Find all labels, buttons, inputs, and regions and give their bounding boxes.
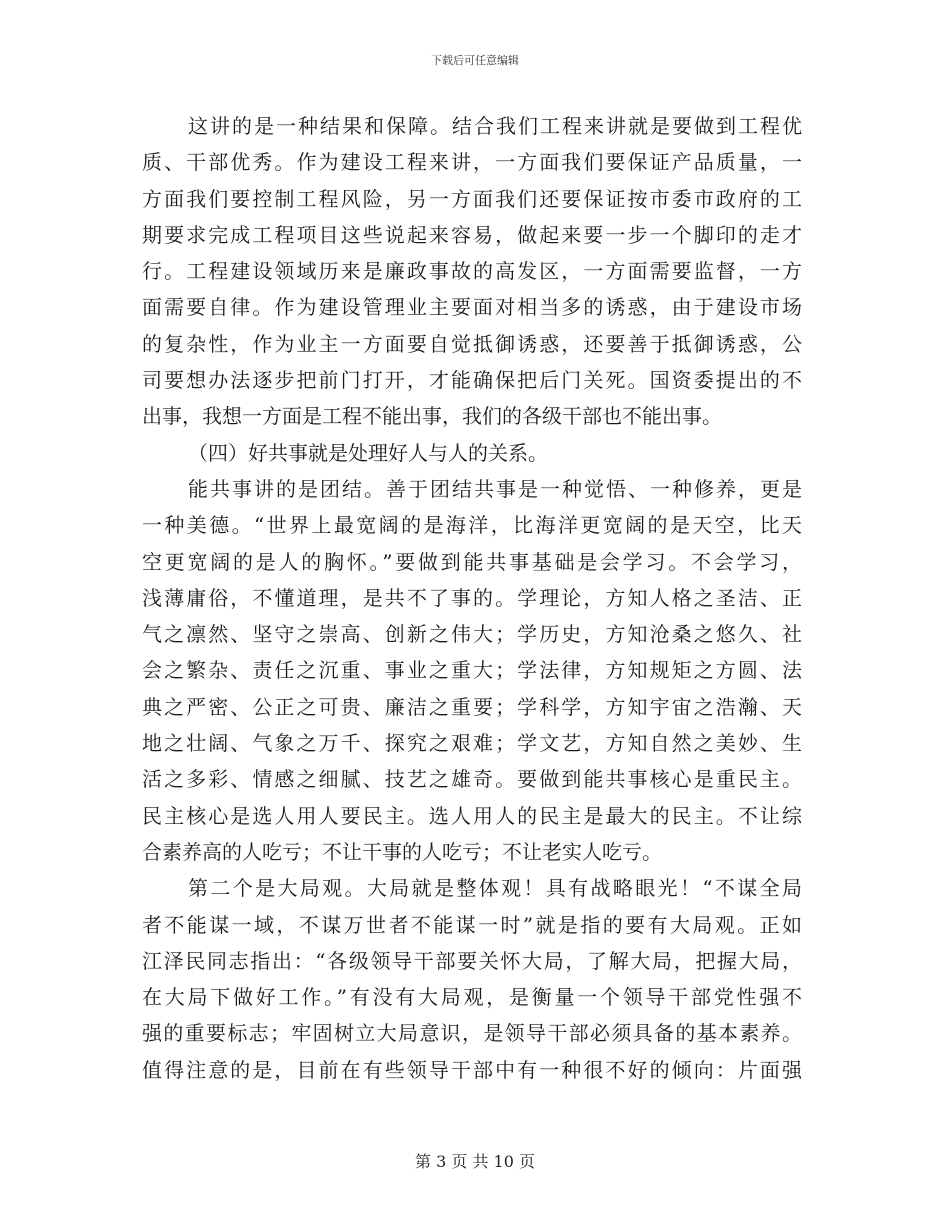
text-line: 气之凛然、坚守之崇高、创新之伟大；学历史，方知沧桑之悠久、社: [142, 622, 802, 647]
text-line: 典之严密、公正之可贵、廉洁之重要；学科学，方知宇宙之浩瀚、天: [142, 694, 802, 719]
page-header: 下载后可任意编辑: [431, 54, 519, 67]
text-line: 江泽民同志指出：“各级领导干部要关怀大局，了解大局，把握大局，: [142, 948, 802, 973]
text-line: 第二个是大局观。大局就是整体观！具有战略眼光！“不谋全局: [188, 876, 802, 901]
text-line: 方面我们要控制工程风险，另一方面我们还要保证按市委市政府的工: [142, 186, 802, 211]
text-line: 空更宽阔的是人的胸怀。”要做到能共事基础是会学习。不会学习，: [142, 549, 802, 574]
text-line: 地之壮阔、气象之万千、探究之艰难；学文艺，方知自然之美妙、生: [142, 731, 802, 756]
text-line: 一种美德。“世界上最宽阔的是海洋，比海洋更宽阔的是天空，比天: [142, 513, 802, 538]
text-line: 出事，我想一方面是工程不能出事，我们的各级干部也不能出事。: [142, 404, 722, 429]
text-line: 在大局下做好工作。”有没有大局观，是衡量一个领导干部党性强不: [142, 985, 802, 1010]
text-line: 面需要自律。作为建设管理业主要面对相当多的诱惑，由于建设市场: [142, 295, 802, 320]
text-line: 值得注意的是，目前在有些领导干部中有一种很不好的倾向：片面强: [142, 1057, 802, 1082]
text-line: 的复杂性，作为业主一方面要自觉抵御诱惑，还要善于抵御诱惑，公: [142, 331, 802, 356]
text-line: 司要想办法逐步把前门打开，才能确保把后门关死。国资委提出的不: [142, 368, 802, 393]
text-line: 质、干部优秀。作为建设工程来讲，一方面我们要保证产品质量，一: [142, 150, 802, 175]
text-line: 会之繁杂、责任之沉重、事业之重大；学法律，方知规矩之方圆、法: [142, 658, 802, 683]
text-line: 这讲的是一种结果和保障。结合我们工程来讲就是要做到工程优: [188, 114, 802, 138]
text-line: 活之多彩、情感之细腻、技艺之雄奇。要做到能共事核心是重民主。: [142, 767, 802, 792]
text-line: 能共事讲的是团结。善于团结共事是一种觉悟、一种修养，更是: [188, 476, 802, 501]
text-line: 强的重要标志；牢固树立大局意识，是领导干部必须具备的基本素养。: [142, 1021, 802, 1046]
document-body: [142, 108, 802, 1088]
text-line: 者不能谋一域，不谋万世者不能谋一时”就是指的要有大局观。正如: [142, 912, 802, 937]
text-line: 浅薄庸俗，不懂道理，是共不了事的。学理论，方知人格之圣洁、正: [142, 585, 802, 610]
section-heading: （四）好共事就是处理好人与人的关系。: [188, 440, 548, 465]
text-line: 行。工程建设领域历来是廉政事故的高发区，一方面需要监督，一方: [142, 259, 802, 284]
text-line: 期要求完成工程项目这些说起来容易，做起来要一步一个脚印的走才: [142, 222, 802, 247]
text-line: 合素养高的人吃亏；不让干事的人吃亏；不让老实人吃亏。: [142, 839, 662, 864]
page-footer: 第 3 页 共 10 页: [415, 1152, 535, 1171]
text-line: 民主核心是选人用人要民主。选人用人的民主是最大的民主。不让综: [142, 803, 802, 828]
